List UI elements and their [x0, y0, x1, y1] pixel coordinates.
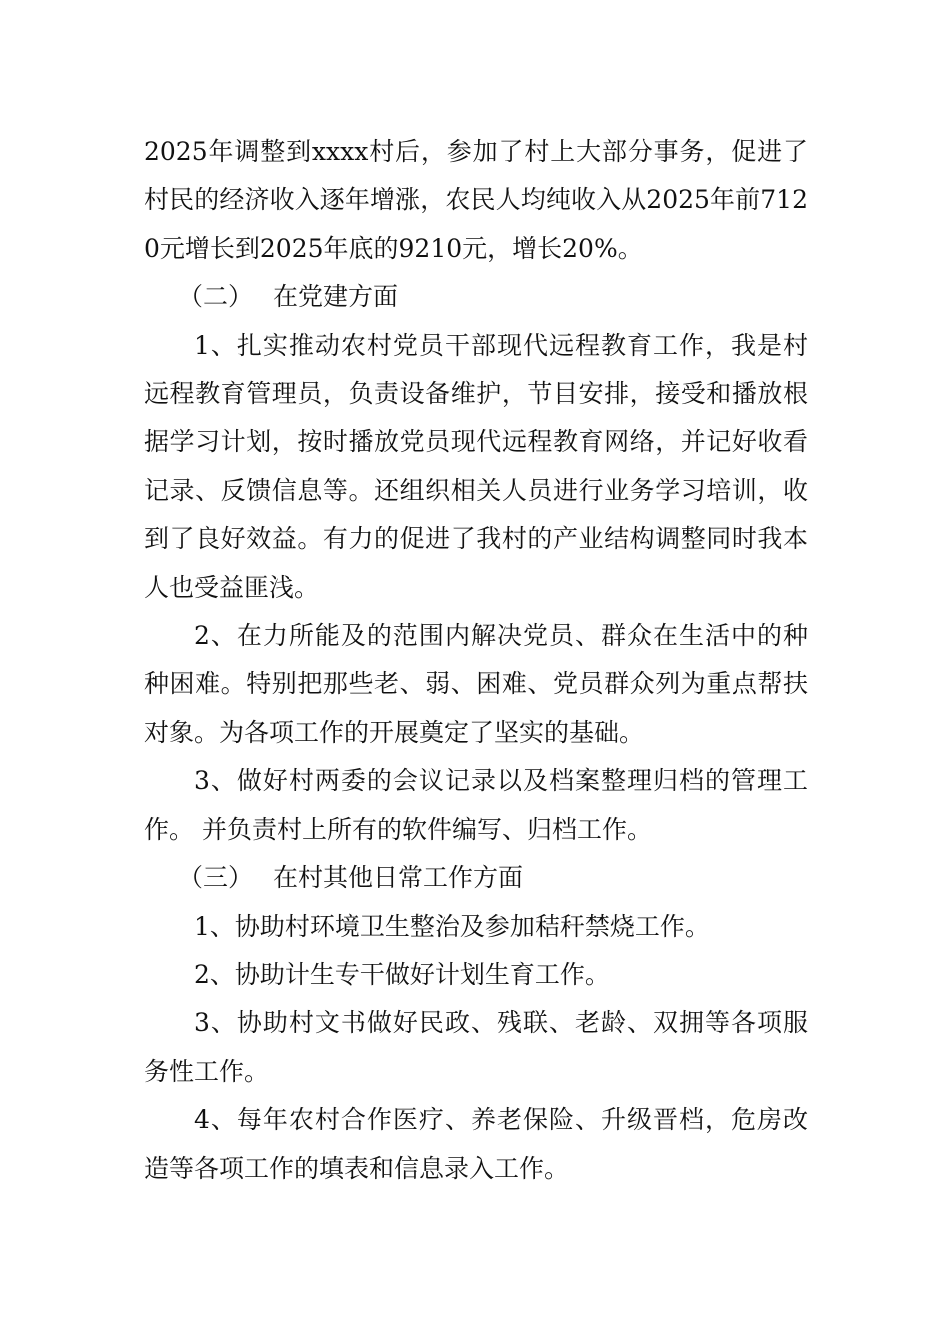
section-heading-party-building — [144, 273, 808, 321]
paragraph-meeting-records: 3、做好村两委的会议记录以及档案整理归档的管理工作。 并负责村上所有的软件编写、归档工作。 — [144, 766, 808, 844]
paragraph-help-difficulties: 2、在力所能及的范围内解决党员、群众在生活中的种种困难。特别把那些老、弱、困难、党员群众列为重点帮扶对象。为各项工作的开展奠定了坚实的基础。 — [144, 621, 808, 747]
paragraph-civil-affairs: 3、协助村文书做好民政、残联、老龄、双拥等各项服务性工作。 — [144, 1008, 808, 1086]
section-heading-daily-work — [144, 854, 808, 902]
section-number: （二） — [178, 282, 254, 312]
paragraph-environment-sanitation: 1、协助村环境卫生整治及参加秸秆禁烧工作。 — [194, 911, 710, 941]
document-body — [144, 128, 808, 1193]
paragraph-medical-insurance: 4、每年农村合作医疗、养老保险、升级晋档，危房改造等各项工作的填表和信息录入工作。 — [144, 1105, 808, 1183]
section-title: 在村其他日常工作方面 — [273, 863, 524, 893]
paragraph-family-planning: 2、协助计生专干做好计划生育工作。 — [194, 959, 610, 989]
section-number: （三） — [178, 863, 254, 893]
paragraph-income-growth: 2025年调整到xxxx村后，参加了村上大部分事务，促进了村民的经济收入逐年增涨，农民人均纯收入从2025年前7120元增长到2025年底的9210元，增长20%。 — [144, 137, 808, 263]
section-title: 在党建方面 — [273, 282, 399, 312]
paragraph-remote-education: 1、扎实推动农村党员干部现代远程教育工作，我是村远程教育管理员，负责设备维护，节目安排，接受和播放根据学习计划，按时播放党员现代远程教育网络，并记好收看记录、反馈信息等。还组织相关人员进行业务学习培训，收到了良好效益。有力的促进了我村的产业结构调整同时我本人也受益匪浅。 — [144, 330, 808, 602]
